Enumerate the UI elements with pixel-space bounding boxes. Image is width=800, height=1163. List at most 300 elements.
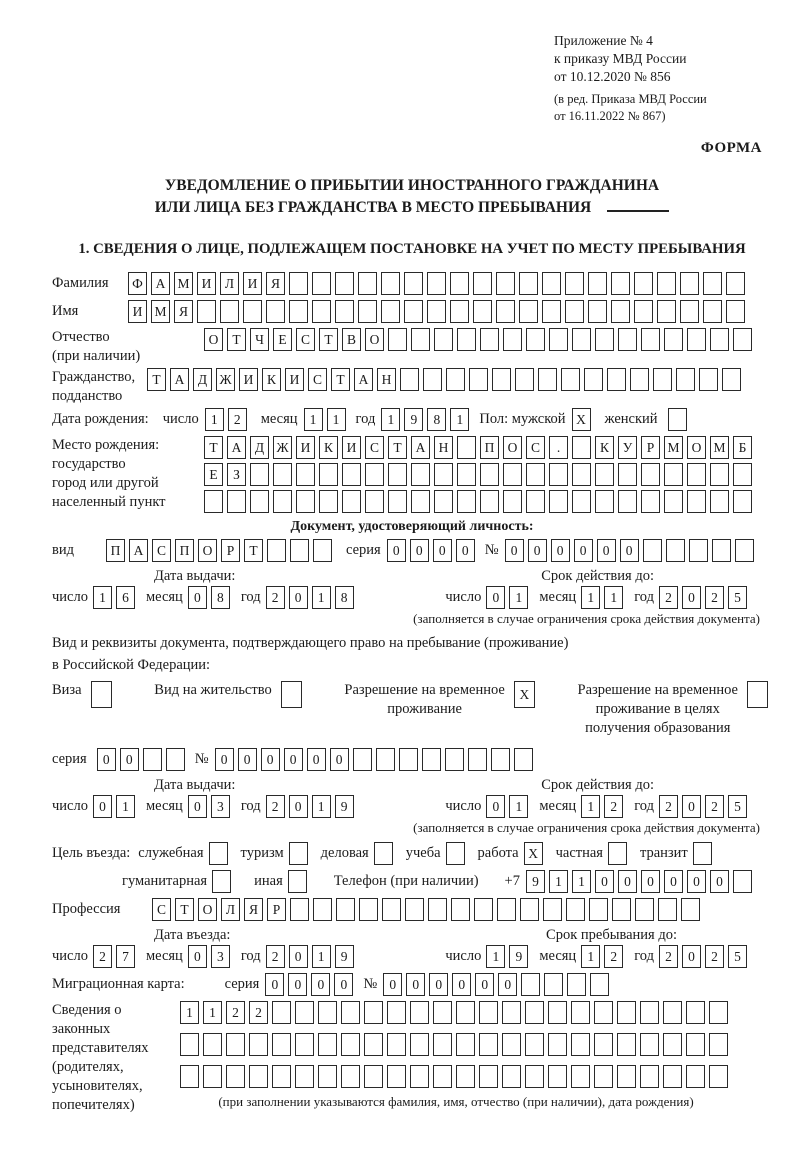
char-cell[interactable] — [657, 300, 676, 323]
residence-issue-year-cells[interactable] — [266, 795, 358, 818]
char-cell[interactable] — [312, 272, 331, 295]
char-cell[interactable]: О — [687, 436, 706, 459]
doc-series-cells[interactable] — [387, 539, 479, 562]
char-cell[interactable] — [365, 490, 384, 513]
char-cell[interactable]: Р — [267, 898, 286, 921]
char-cell[interactable] — [446, 368, 465, 391]
char-cell[interactable]: 1 — [486, 945, 505, 968]
char-cell[interactable] — [733, 870, 752, 893]
char-cell[interactable]: О — [204, 328, 223, 351]
birth-year-cells[interactable] — [381, 408, 473, 431]
migration-series-cells[interactable] — [265, 973, 357, 996]
residence-issue-month-cells[interactable] — [188, 795, 234, 818]
char-cell[interactable]: 1 — [549, 870, 568, 893]
char-cell[interactable] — [473, 272, 492, 295]
char-cell[interactable] — [451, 898, 470, 921]
char-cell[interactable]: К — [262, 368, 281, 391]
char-cell[interactable]: 0 — [687, 870, 706, 893]
char-cell[interactable] — [335, 300, 354, 323]
char-cell[interactable]: О — [198, 898, 217, 921]
char-cell[interactable] — [341, 1065, 360, 1088]
char-cell[interactable] — [433, 1065, 452, 1088]
char-cell[interactable]: 0 — [265, 973, 284, 996]
char-cell[interactable] — [709, 1033, 728, 1056]
char-cell[interactable] — [468, 748, 487, 771]
char-cell[interactable]: X — [524, 842, 543, 865]
char-cell[interactable]: 0 — [486, 586, 505, 609]
char-cell[interactable]: X — [572, 408, 591, 431]
purpose-tourism-checkbox[interactable] — [289, 842, 312, 865]
birth-month-cells[interactable] — [304, 408, 350, 431]
char-cell[interactable] — [456, 1033, 475, 1056]
char-cell[interactable]: 0 — [289, 795, 308, 818]
char-cell[interactable] — [243, 300, 262, 323]
char-cell[interactable] — [203, 1065, 222, 1088]
char-cell[interactable] — [503, 463, 522, 486]
char-cell[interactable] — [526, 463, 545, 486]
char-cell[interactable] — [686, 1033, 705, 1056]
char-cell[interactable]: 1 — [203, 1001, 222, 1024]
surname-cells[interactable] — [128, 272, 749, 295]
char-cell[interactable] — [427, 272, 446, 295]
char-cell[interactable]: 0 — [289, 586, 308, 609]
char-cell[interactable]: 2 — [659, 945, 678, 968]
char-cell[interactable] — [341, 1033, 360, 1056]
char-cell[interactable] — [342, 463, 361, 486]
residence-valid-year-cells[interactable] — [659, 795, 751, 818]
char-cell[interactable]: 9 — [509, 945, 528, 968]
char-cell[interactable]: X — [514, 681, 535, 708]
char-cell[interactable]: М — [174, 272, 193, 295]
char-cell[interactable] — [589, 898, 608, 921]
char-cell[interactable]: 0 — [682, 795, 701, 818]
char-cell[interactable] — [364, 1033, 383, 1056]
char-cell[interactable]: 1 — [312, 586, 331, 609]
char-cell[interactable] — [480, 328, 499, 351]
char-cell[interactable]: 5 — [728, 586, 747, 609]
char-cell[interactable] — [525, 1001, 544, 1024]
char-cell[interactable] — [422, 748, 441, 771]
char-cell[interactable]: О — [198, 539, 217, 562]
char-cell[interactable]: 0 — [406, 973, 425, 996]
purpose-study-checkbox[interactable] — [446, 842, 469, 865]
sex-female-checkbox[interactable] — [668, 408, 691, 431]
char-cell[interactable]: Т — [204, 436, 223, 459]
char-cell[interactable] — [689, 539, 708, 562]
char-cell[interactable] — [353, 748, 372, 771]
char-cell[interactable]: Н — [377, 368, 396, 391]
given-name-cells[interactable] — [128, 300, 749, 323]
char-cell[interactable] — [382, 898, 401, 921]
purpose-official-checkbox[interactable] — [209, 842, 232, 865]
char-cell[interactable] — [404, 300, 423, 323]
char-cell[interactable] — [594, 1065, 613, 1088]
char-cell[interactable] — [319, 463, 338, 486]
char-cell[interactable] — [227, 490, 246, 513]
char-cell[interactable] — [709, 1065, 728, 1088]
char-cell[interactable]: А — [411, 436, 430, 459]
char-cell[interactable]: 9 — [404, 408, 423, 431]
char-cell[interactable]: Ж — [216, 368, 235, 391]
char-cell[interactable]: 1 — [604, 586, 623, 609]
char-cell[interactable]: 0 — [620, 539, 639, 562]
char-cell[interactable] — [288, 870, 307, 893]
char-cell[interactable] — [686, 1001, 705, 1024]
purpose-humanitarian-checkbox[interactable] — [212, 870, 235, 893]
char-cell[interactable] — [664, 463, 683, 486]
char-cell[interactable]: 0 — [429, 973, 448, 996]
char-cell[interactable] — [686, 1065, 705, 1088]
profession-cells[interactable] — [152, 898, 704, 921]
char-cell[interactable]: Т — [147, 368, 166, 391]
char-cell[interactable] — [549, 490, 568, 513]
char-cell[interactable] — [296, 490, 315, 513]
char-cell[interactable] — [273, 463, 292, 486]
char-cell[interactable] — [180, 1033, 199, 1056]
char-cell[interactable]: 1 — [304, 408, 323, 431]
char-cell[interactable]: 0 — [188, 586, 207, 609]
char-cell[interactable]: 2 — [249, 1001, 268, 1024]
char-cell[interactable]: 0 — [664, 870, 683, 893]
char-cell[interactable] — [514, 748, 533, 771]
char-cell[interactable] — [290, 898, 309, 921]
char-cell[interactable]: Н — [434, 436, 453, 459]
char-cell[interactable]: 0 — [334, 973, 353, 996]
char-cell[interactable]: Т — [244, 539, 263, 562]
doc-valid-day-cells[interactable] — [486, 586, 532, 609]
char-cell[interactable]: С — [365, 436, 384, 459]
char-cell[interactable] — [635, 898, 654, 921]
residence-permit-checkbox[interactable] — [281, 681, 306, 708]
char-cell[interactable]: Д — [250, 436, 269, 459]
char-cell[interactable]: 2 — [604, 945, 623, 968]
char-cell[interactable]: 0 — [383, 973, 402, 996]
char-cell[interactable] — [699, 368, 718, 391]
char-cell[interactable] — [204, 490, 223, 513]
doc-number-cells[interactable] — [505, 539, 758, 562]
char-cell[interactable]: 2 — [705, 586, 724, 609]
char-cell[interactable] — [296, 463, 315, 486]
doc-issue-month-cells[interactable] — [188, 586, 234, 609]
char-cell[interactable]: 0 — [456, 539, 475, 562]
char-cell[interactable]: 5 — [728, 945, 747, 968]
char-cell[interactable] — [433, 1033, 452, 1056]
char-cell[interactable] — [687, 490, 706, 513]
char-cell[interactable] — [567, 973, 586, 996]
char-cell[interactable] — [480, 490, 499, 513]
char-cell[interactable]: А — [354, 368, 373, 391]
char-cell[interactable]: 1 — [205, 408, 224, 431]
char-cell[interactable]: В — [342, 328, 361, 351]
char-cell[interactable] — [220, 300, 239, 323]
char-cell[interactable] — [166, 748, 185, 771]
char-cell[interactable]: М — [710, 436, 729, 459]
char-cell[interactable] — [180, 1065, 199, 1088]
char-cell[interactable]: И — [239, 368, 258, 391]
char-cell[interactable]: 0 — [710, 870, 729, 893]
char-cell[interactable] — [663, 1033, 682, 1056]
char-cell[interactable]: Б — [733, 436, 752, 459]
char-cell[interactable] — [680, 300, 699, 323]
char-cell[interactable] — [519, 272, 538, 295]
char-cell[interactable] — [450, 272, 469, 295]
char-cell[interactable] — [266, 300, 285, 323]
residence-number-cells[interactable] — [215, 748, 537, 771]
stay-month-cells[interactable] — [581, 945, 627, 968]
char-cell[interactable] — [295, 1065, 314, 1088]
char-cell[interactable] — [641, 463, 660, 486]
char-cell[interactable] — [526, 490, 545, 513]
char-cell[interactable] — [572, 463, 591, 486]
char-cell[interactable] — [411, 490, 430, 513]
char-cell[interactable] — [519, 300, 538, 323]
char-cell[interactable] — [91, 681, 112, 708]
char-cell[interactable]: 0 — [682, 586, 701, 609]
char-cell[interactable] — [542, 272, 561, 295]
char-cell[interactable] — [521, 973, 540, 996]
char-cell[interactable] — [630, 368, 649, 391]
char-cell[interactable] — [544, 973, 563, 996]
char-cell[interactable]: 0 — [641, 870, 660, 893]
char-cell[interactable]: С — [296, 328, 315, 351]
char-cell[interactable] — [733, 463, 752, 486]
char-cell[interactable] — [611, 300, 630, 323]
char-cell[interactable] — [381, 300, 400, 323]
char-cell[interactable] — [411, 328, 430, 351]
char-cell[interactable]: 2 — [659, 586, 678, 609]
char-cell[interactable]: А — [129, 539, 148, 562]
char-cell[interactable]: 2 — [705, 945, 724, 968]
char-cell[interactable] — [497, 898, 516, 921]
purpose-other-checkbox[interactable] — [288, 870, 311, 893]
char-cell[interactable]: 7 — [116, 945, 135, 968]
char-cell[interactable]: 1 — [509, 795, 528, 818]
migration-number-cells[interactable] — [383, 973, 613, 996]
char-cell[interactable] — [450, 300, 469, 323]
char-cell[interactable]: 8 — [335, 586, 354, 609]
char-cell[interactable] — [538, 368, 557, 391]
char-cell[interactable] — [595, 490, 614, 513]
char-cell[interactable]: 1 — [572, 870, 591, 893]
char-cell[interactable] — [747, 681, 768, 708]
char-cell[interactable] — [588, 272, 607, 295]
char-cell[interactable]: Я — [244, 898, 263, 921]
char-cell[interactable] — [634, 272, 653, 295]
char-cell[interactable] — [709, 1001, 728, 1024]
doc-valid-year-cells[interactable] — [659, 586, 751, 609]
char-cell[interactable] — [249, 1033, 268, 1056]
char-cell[interactable] — [520, 898, 539, 921]
char-cell[interactable] — [341, 1001, 360, 1024]
char-cell[interactable]: Т — [331, 368, 350, 391]
char-cell[interactable] — [387, 1001, 406, 1024]
entry-day-cells[interactable] — [93, 945, 139, 968]
char-cell[interactable] — [503, 490, 522, 513]
char-cell[interactable] — [640, 1065, 659, 1088]
char-cell[interactable] — [643, 539, 662, 562]
char-cell[interactable] — [410, 1065, 429, 1088]
char-cell[interactable] — [364, 1001, 383, 1024]
char-cell[interactable] — [358, 300, 377, 323]
char-cell[interactable] — [703, 300, 722, 323]
char-cell[interactable]: 1 — [581, 795, 600, 818]
char-cell[interactable] — [358, 272, 377, 295]
char-cell[interactable] — [318, 1065, 337, 1088]
char-cell[interactable]: 0 — [452, 973, 471, 996]
char-cell[interactable] — [526, 328, 545, 351]
char-cell[interactable] — [226, 1033, 245, 1056]
char-cell[interactable] — [203, 1033, 222, 1056]
char-cell[interactable] — [571, 1033, 590, 1056]
char-cell[interactable] — [640, 1033, 659, 1056]
char-cell[interactable] — [456, 1065, 475, 1088]
char-cell[interactable] — [687, 328, 706, 351]
char-cell[interactable] — [641, 328, 660, 351]
char-cell[interactable] — [212, 870, 231, 893]
char-cell[interactable]: 0 — [284, 748, 303, 771]
char-cell[interactable] — [663, 1001, 682, 1024]
char-cell[interactable] — [376, 748, 395, 771]
char-cell[interactable] — [374, 842, 393, 865]
char-cell[interactable] — [548, 1033, 567, 1056]
char-cell[interactable]: П — [480, 436, 499, 459]
char-cell[interactable] — [618, 328, 637, 351]
char-cell[interactable]: 0 — [330, 748, 349, 771]
char-cell[interactable] — [446, 842, 465, 865]
char-cell[interactable] — [387, 1033, 406, 1056]
char-cell[interactable] — [566, 898, 585, 921]
char-cell[interactable] — [457, 436, 476, 459]
char-cell[interactable] — [496, 300, 515, 323]
birth-place-row-2[interactable] — [204, 463, 756, 486]
char-cell[interactable]: У — [618, 436, 637, 459]
char-cell[interactable] — [272, 1001, 291, 1024]
purpose-transit-checkbox[interactable] — [693, 842, 716, 865]
char-cell[interactable] — [548, 1001, 567, 1024]
char-cell[interactable] — [318, 1001, 337, 1024]
char-cell[interactable] — [457, 490, 476, 513]
char-cell[interactable] — [525, 1065, 544, 1088]
char-cell[interactable]: М — [664, 436, 683, 459]
char-cell[interactable] — [434, 328, 453, 351]
char-cell[interactable] — [543, 898, 562, 921]
char-cell[interactable] — [584, 368, 603, 391]
char-cell[interactable] — [548, 1065, 567, 1088]
char-cell[interactable]: 3 — [211, 945, 230, 968]
char-cell[interactable] — [289, 272, 308, 295]
char-cell[interactable]: 0 — [498, 973, 517, 996]
char-cell[interactable]: А — [151, 272, 170, 295]
char-cell[interactable]: И — [342, 436, 361, 459]
char-cell[interactable] — [571, 1065, 590, 1088]
char-cell[interactable] — [427, 300, 446, 323]
char-cell[interactable] — [336, 898, 355, 921]
char-cell[interactable] — [433, 1001, 452, 1024]
char-cell[interactable] — [733, 490, 752, 513]
representatives-row-2[interactable] — [180, 1033, 732, 1056]
char-cell[interactable]: Я — [266, 272, 285, 295]
temp-residence-education-checkbox[interactable] — [747, 681, 772, 708]
char-cell[interactable] — [640, 1001, 659, 1024]
char-cell[interactable] — [335, 272, 354, 295]
char-cell[interactable] — [457, 463, 476, 486]
char-cell[interactable]: Д — [193, 368, 212, 391]
char-cell[interactable] — [480, 463, 499, 486]
char-cell[interactable] — [226, 1065, 245, 1088]
char-cell[interactable] — [617, 1065, 636, 1088]
char-cell[interactable]: Р — [641, 436, 660, 459]
char-cell[interactable]: 9 — [526, 870, 545, 893]
doc-valid-month-cells[interactable] — [581, 586, 627, 609]
char-cell[interactable]: 9 — [335, 945, 354, 968]
char-cell[interactable] — [561, 368, 580, 391]
char-cell[interactable]: 1 — [312, 945, 331, 968]
char-cell[interactable]: 0 — [215, 748, 234, 771]
char-cell[interactable]: 0 — [97, 748, 116, 771]
char-cell[interactable] — [572, 328, 591, 351]
char-cell[interactable]: 3 — [211, 795, 230, 818]
char-cell[interactable] — [434, 490, 453, 513]
char-cell[interactable] — [680, 272, 699, 295]
char-cell[interactable] — [617, 1033, 636, 1056]
char-cell[interactable]: Ч — [250, 328, 269, 351]
char-cell[interactable] — [565, 300, 584, 323]
char-cell[interactable]: П — [106, 539, 125, 562]
char-cell[interactable]: 0 — [261, 748, 280, 771]
char-cell[interactable]: 0 — [551, 539, 570, 562]
char-cell[interactable] — [502, 1001, 521, 1024]
char-cell[interactable] — [388, 463, 407, 486]
char-cell[interactable] — [457, 328, 476, 351]
char-cell[interactable] — [445, 748, 464, 771]
char-cell[interactable] — [549, 463, 568, 486]
char-cell[interactable]: 0 — [597, 539, 616, 562]
char-cell[interactable]: А — [170, 368, 189, 391]
char-cell[interactable]: 0 — [188, 795, 207, 818]
char-cell[interactable] — [710, 463, 729, 486]
char-cell[interactable] — [658, 898, 677, 921]
char-cell[interactable] — [381, 272, 400, 295]
char-cell[interactable]: Р — [221, 539, 240, 562]
char-cell[interactable]: 1 — [509, 586, 528, 609]
char-cell[interactable]: 1 — [581, 945, 600, 968]
stay-year-cells[interactable] — [659, 945, 751, 968]
char-cell[interactable] — [318, 1033, 337, 1056]
char-cell[interactable] — [289, 842, 308, 865]
char-cell[interactable]: 0 — [433, 539, 452, 562]
residence-issue-day-cells[interactable] — [93, 795, 139, 818]
char-cell[interactable] — [267, 539, 286, 562]
char-cell[interactable] — [710, 490, 729, 513]
char-cell[interactable]: К — [595, 436, 614, 459]
char-cell[interactable] — [492, 368, 511, 391]
citizenship-cells[interactable] — [147, 368, 745, 391]
char-cell[interactable]: 1 — [312, 795, 331, 818]
char-cell[interactable] — [399, 748, 418, 771]
char-cell[interactable] — [588, 300, 607, 323]
phone-cells[interactable] — [526, 870, 756, 893]
char-cell[interactable] — [664, 490, 683, 513]
char-cell[interactable]: 8 — [427, 408, 446, 431]
doc-issue-day-cells[interactable] — [93, 586, 139, 609]
char-cell[interactable] — [388, 490, 407, 513]
char-cell[interactable]: О — [365, 328, 384, 351]
char-cell[interactable]: 0 — [288, 973, 307, 996]
char-cell[interactable] — [664, 328, 683, 351]
char-cell[interactable]: 0 — [682, 945, 701, 968]
char-cell[interactable] — [657, 272, 676, 295]
char-cell[interactable] — [410, 1033, 429, 1056]
